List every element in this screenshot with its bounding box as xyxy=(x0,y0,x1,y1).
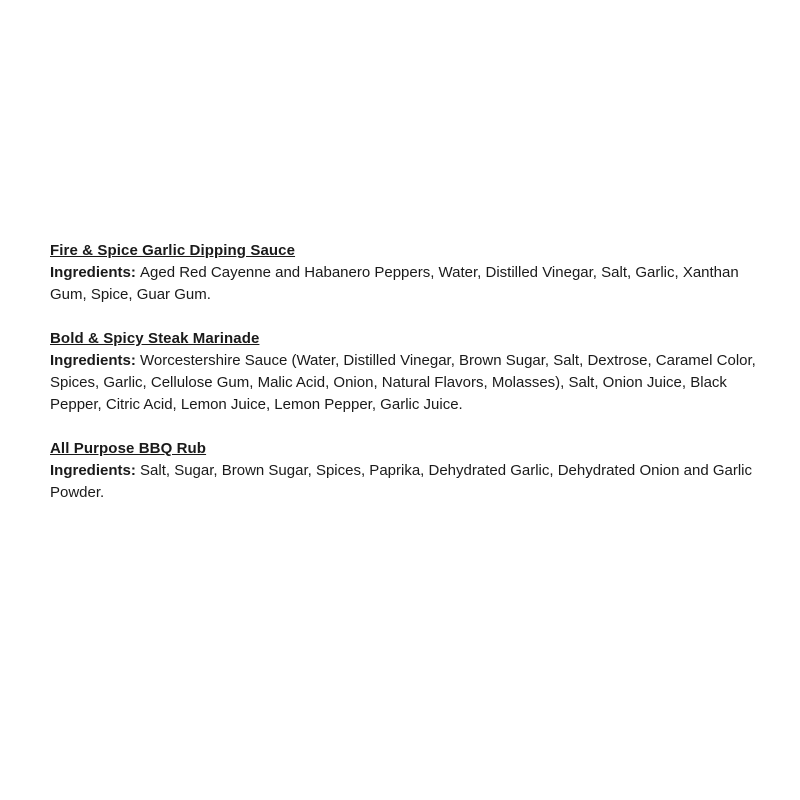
ingredients-text xyxy=(50,350,770,416)
ingredients-list: Worcestershire Sauce (Water, Distilled Vinegar, Brown Sugar, Salt, Dextrose, Caramel Color, Spices, Garlic, Cellulose Gum, Malic Acid, Onion, Natural Flavors, Molasses), Salt, Onion Juice, Black Pepper, Citric Acid, Lemon Juice, Lemon Pepper, Garlic Juice. xyxy=(50,352,756,413)
ingredients-label: Ingredients: xyxy=(50,264,141,281)
ingredients-label: Ingredients: xyxy=(50,462,141,479)
product-section-bbq-rub xyxy=(50,438,770,504)
ingredients-text xyxy=(50,460,770,504)
ingredients-document xyxy=(50,240,770,526)
product-title: All Purpose BBQ Rub xyxy=(50,440,207,457)
ingredients-list: Aged Red Cayenne and Habanero Peppers, Water, Distilled Vinegar, Salt, Garlic, Xanthan Gum, Spice, Guar Gum. xyxy=(50,264,739,303)
product-section-dipping-sauce xyxy=(50,240,770,306)
product-title: Bold & Spicy Steak Marinade xyxy=(50,330,260,347)
ingredients-text xyxy=(50,262,770,306)
product-title: Fire & Spice Garlic Dipping Sauce xyxy=(50,242,296,259)
ingredients-list: Salt, Sugar, Brown Sugar, Spices, Paprika, Dehydrated Garlic, Dehydrated Onion and Garlic Powder. xyxy=(50,462,752,501)
product-section-steak-marinade xyxy=(50,328,770,416)
ingredients-label: Ingredients: xyxy=(50,352,141,369)
